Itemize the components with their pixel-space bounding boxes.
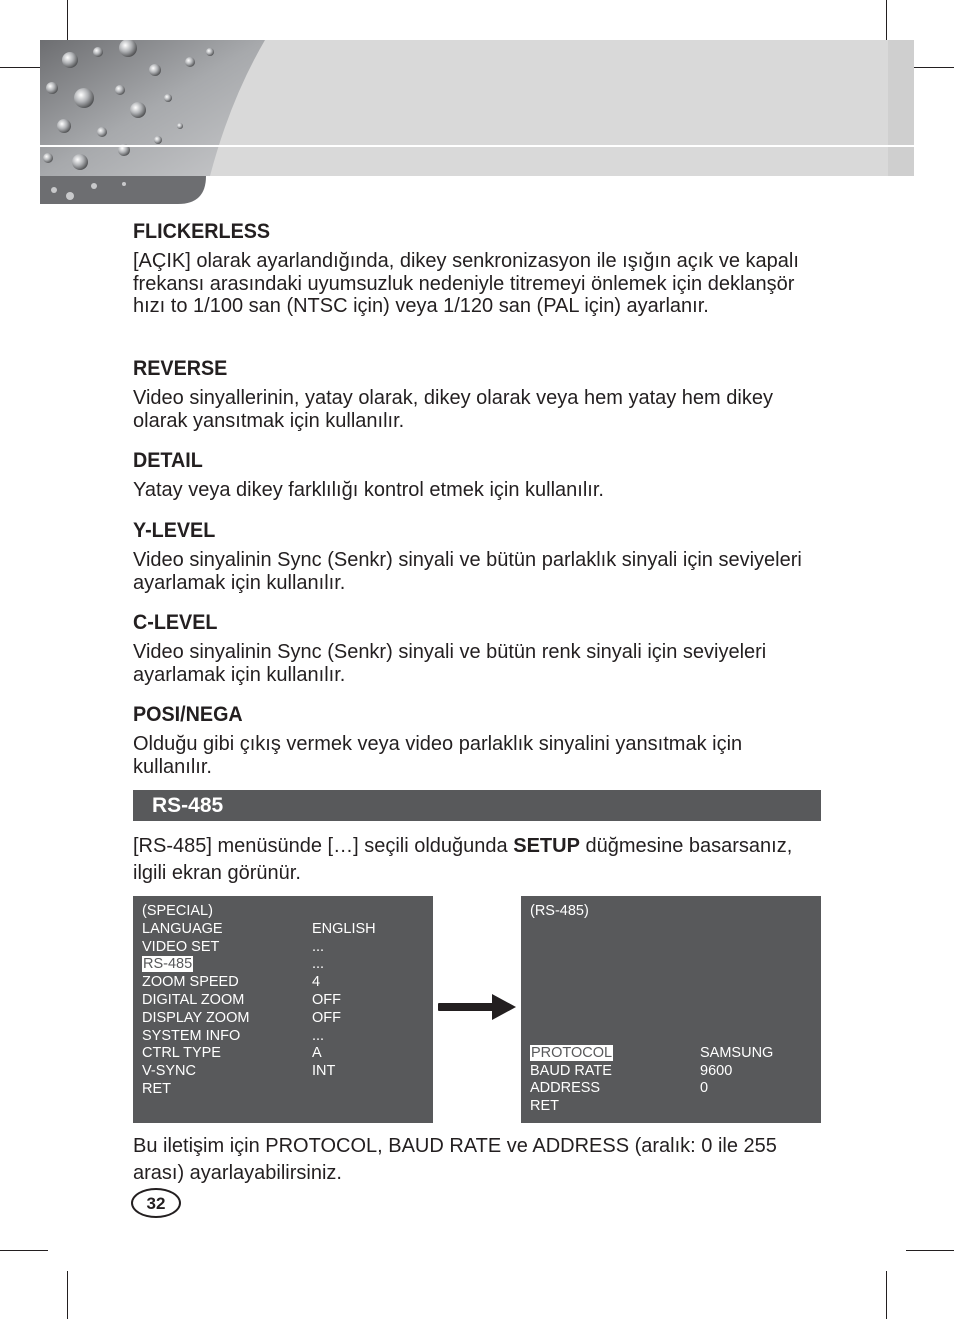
water-drops-image xyxy=(40,40,270,176)
header-side-bar xyxy=(888,40,914,176)
osd-row-digital-zoom xyxy=(142,992,433,1010)
intro-text: [RS-485] menüsünde […] seçili olduğunda xyxy=(133,835,514,857)
osd-special-menu xyxy=(133,896,433,1123)
osd-title-text: (RS-485) xyxy=(530,903,589,919)
osd-label-selected: PROTOCOL xyxy=(531,1044,613,1061)
osd-value: OFF xyxy=(312,1009,341,1026)
osd-menu-title xyxy=(142,903,433,921)
osd-label: V-SYNC xyxy=(142,1063,196,1080)
osd-title-text: (SPECIAL) xyxy=(142,903,213,919)
rs485-heading-bar xyxy=(133,790,821,821)
osd-label: ADDRESS xyxy=(530,1080,601,1097)
osd-label: SYSTEM INFO xyxy=(142,1027,241,1044)
osd-label: LANGUAGE xyxy=(142,920,223,937)
osd-row-system-info xyxy=(142,1028,433,1046)
osd-label: RET xyxy=(142,1080,171,1097)
osd-row-ret xyxy=(142,1081,433,1099)
osd-label: BAUD RATE xyxy=(530,1062,612,1079)
arrow-right-icon xyxy=(438,994,518,1020)
osd-label: VIDEO SET xyxy=(142,938,220,955)
osd-row-display-zoom xyxy=(142,1010,433,1028)
osd-row-video-set xyxy=(142,939,433,957)
osd-value: ... xyxy=(312,938,325,955)
osd-menu-title xyxy=(530,903,821,921)
osd-row-ret xyxy=(530,1098,821,1116)
osd-value: A xyxy=(312,1045,322,1062)
osd-value: 0 xyxy=(700,1080,709,1097)
section-c-level xyxy=(133,609,823,686)
section-title: FLICKERLESS xyxy=(133,220,271,243)
crop-mark xyxy=(67,1271,68,1319)
osd-value: ... xyxy=(312,1027,325,1044)
section-title: REVERSE xyxy=(133,357,228,380)
section-body: Video sinyalinin Sync (Senkr) sinyali ve bütün renk sinyali için seviyeleri ayarlamak için kullanılır. xyxy=(133,641,767,686)
osd-row-rs485 xyxy=(142,956,433,974)
osd-label-selected: RS-485 xyxy=(143,956,193,973)
osd-row-ctrl-type xyxy=(142,1045,433,1063)
crop-mark xyxy=(886,1271,887,1319)
section-title: DETAIL xyxy=(133,449,203,472)
section-title: C-LEVEL xyxy=(133,611,218,634)
osd-value: INT xyxy=(312,1063,336,1080)
section-title: POSI/NEGA xyxy=(133,703,243,726)
section-flickerless xyxy=(133,218,823,318)
header-divider xyxy=(40,145,914,147)
section-detail xyxy=(133,447,823,502)
section-body: Olduğu gibi çıkış vermek veya video parlaklık sinyalini yansıtmak için kullanılır. xyxy=(133,733,743,778)
osd-value: OFF xyxy=(312,991,341,1008)
section-body: Video sinyalinin Sync (Senkr) sinyali ve bütün parlaklık sinyali için seviyeleri ayarlamak için kullanılır. xyxy=(133,549,802,594)
intro-text-end: düğmesine basarsanız, ilgili ekran görünür. xyxy=(133,835,793,884)
section-y-level xyxy=(133,517,823,594)
header-tab-image xyxy=(40,176,206,204)
osd-value: 4 xyxy=(312,974,321,991)
setup-keyword: SETUP xyxy=(513,835,580,857)
osd-label: DISPLAY ZOOM xyxy=(142,1009,250,1026)
osd-value: ... xyxy=(312,956,325,973)
osd-row-protocol xyxy=(530,1045,821,1063)
crop-mark xyxy=(906,1250,954,1251)
section-reverse xyxy=(133,355,823,432)
osd-value: ENGLISH xyxy=(312,920,376,937)
osd-spacer xyxy=(530,921,821,1045)
osd-row-zoom-speed xyxy=(142,974,433,992)
rs485-intro xyxy=(133,833,823,887)
osd-row-address xyxy=(530,1080,821,1098)
osd-rs485-menu xyxy=(521,896,821,1123)
crop-mark xyxy=(0,1250,48,1251)
section-title: Y-LEVEL xyxy=(133,519,216,542)
osd-value: 9600 xyxy=(700,1062,733,1079)
page-number: 32 xyxy=(131,1188,181,1218)
section-body: Yatay veya dikey farklılığı kontrol etmek için kullanılır. xyxy=(133,479,604,501)
section-body: Video sinyallerinin, yatay olarak, dikey olarak veya hem yatay hem dikey olarak yansıtmak için kullanılır. xyxy=(133,387,773,432)
rs485-outro: Bu iletişim için PROTOCOL, BAUD RATE ve ADDRESS (aralık: 0 ile 255 arası) ayarlayabilirsiniz. xyxy=(133,1135,777,1184)
osd-label: ZOOM SPEED xyxy=(142,974,239,991)
rs485-heading: RS-485 xyxy=(152,794,224,817)
section-body: [AÇIK] olarak ayarlandığında, dikey senkronizasyon ile ışığın açık ve kapalı frekansı arasındaki uyumsuzluk nedeniyle titremeyi önlemek için deklanşör hızı to 1/100 san (NTSC için) veya 1/120 san (PAL için) ayarlanır. xyxy=(133,250,799,317)
section-posi-nega xyxy=(133,701,823,778)
osd-label: RET xyxy=(530,1098,559,1115)
osd-label: CTRL TYPE xyxy=(142,1045,221,1062)
osd-label: DIGITAL ZOOM xyxy=(142,991,245,1008)
osd-value: SAMSUNG xyxy=(700,1044,774,1061)
osd-row-v-sync xyxy=(142,1063,433,1081)
osd-row-language xyxy=(142,921,433,939)
osd-row-baud-rate xyxy=(530,1063,821,1081)
